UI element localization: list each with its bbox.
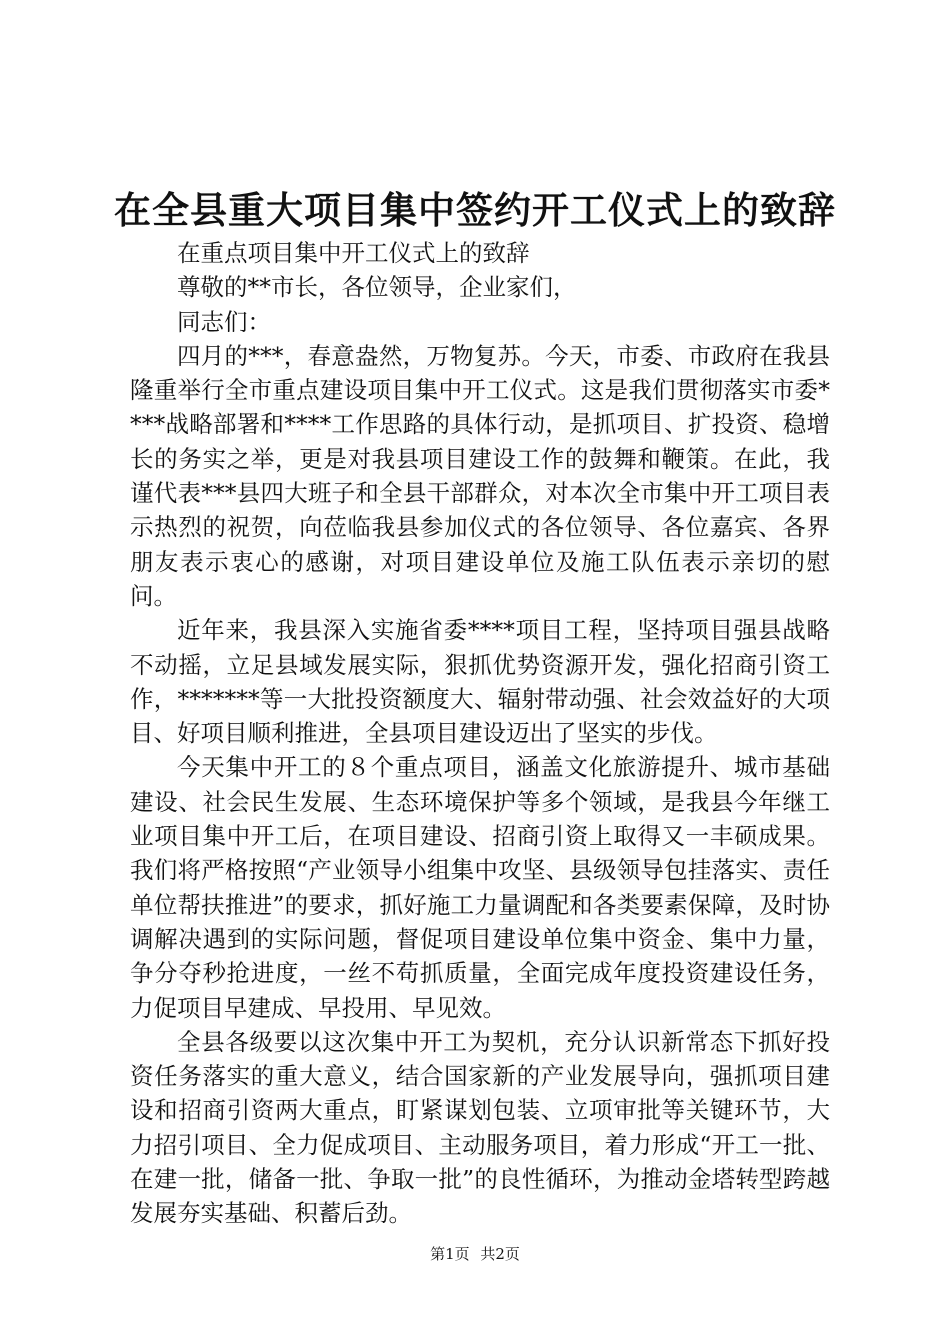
body-paragraph: 四月的***，春意盎然，万物复苏。今天，市委、市政府在我县隆重举行全市重点建设项目集中开工仪式。这是我们贯彻落实市委****战略部署和****工作思路的具体行动，是抓项目、扩投资、稳增长的务实之举，更是对我县项目建设工作的鼓舞和鞭策。在此，我谨代表***县四大班子和全县干部群众，对本次全市集中开工项目表示热烈的祝贺，向莅临我县参加仪式的各位领导、各位嘉宾、各界朋友表示衷心的感谢，对项目建设单位及施工队伍表示亲切的慰问。 bbox=[130, 341, 830, 610]
page-number: 第1页 bbox=[430, 1245, 470, 1263]
document-body bbox=[130, 236, 830, 1231]
page-total: 共2页 bbox=[480, 1245, 520, 1263]
body-paragraph: 今天集中开工的８个重点项目，涵盖文化旅游提升、城市基础建设、社会民生发展、生态环境保护等多个领域，是我县今年继工业项目集中开工后，在项目建设、招商引资上取得又一丰硕成果。我们将严格按照“产业领导小组集中攻坚、县级领导包挂落实、责任单位帮扶推进”的要求，抓好施工力量调配和各类要素保障，及时协调解决遇到的实际问题，督促项目建设单位集中资金、集中力量，争分夺秒抢进度，一丝不苟抓质量，全面完成年度投资建设任务，力促项目早建成、早投用、早见效。 bbox=[130, 753, 830, 1022]
page-footer bbox=[0, 1244, 950, 1264]
subtitle-paragraph: 在重点项目集中开工仪式上的致辞 bbox=[177, 239, 530, 267]
document-title: 在全县重大项目集中签约开工仪式上的致辞 bbox=[114, 188, 836, 232]
body-paragraph: 全县各级要以这次集中开工为契机，充分认识新常态下抓好投资任务落实的重大意义，结合国家新的产业发展导向，强抓项目建设和招商引资两大重点，盯紧谋划包装、立项审批等关键环节，大力招引项目、全力促成项目、主动服务项目，着力形成“开工一批、在建一批，储备一批、争取一批”的良性循环，为推动金塔转型跨越发展夯实基础、积蓄后劲。 bbox=[130, 1027, 830, 1228]
salutation-paragraph: 尊敬的**市长，各位领导，企业家们， bbox=[177, 273, 577, 302]
body-paragraph: 近年来，我县深入实施省委****项目工程，坚持项目强县战略不动摇，立足县域发展实际，狠抓优势资源开发，强化招商引资工作，*******等一大批投资额度大、辐射带动强、社会效益好的大项目、好项目顺利推进，全县项目建设迈出了坚实的步伐。 bbox=[130, 616, 830, 748]
salutation-paragraph: 同志们： bbox=[177, 307, 271, 336]
